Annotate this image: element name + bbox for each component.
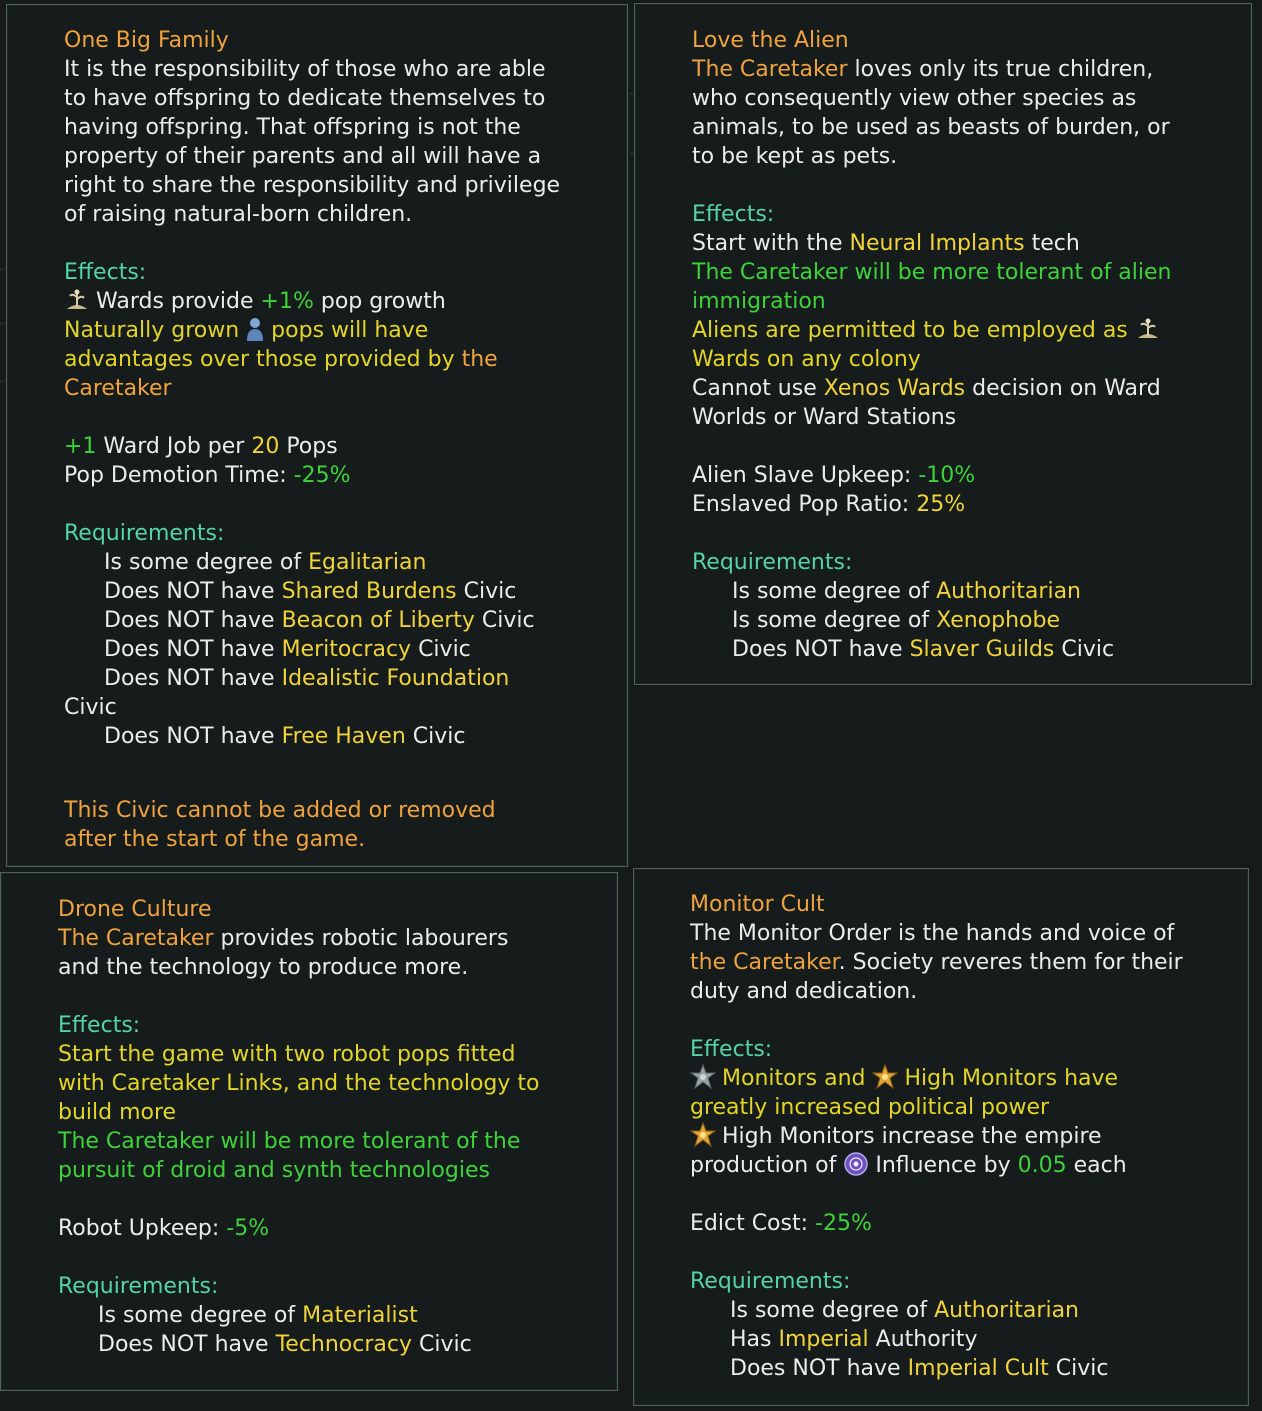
effect-line: build more — [58, 1100, 177, 1125]
influence-icon — [843, 1151, 869, 1177]
description-line: and the technology to produce more. — [58, 955, 469, 980]
modifier-line: +1 Ward Job per 20 Pops — [64, 434, 338, 459]
effect-line: Wards on any colony — [692, 347, 921, 372]
effect-line: greatly increased political power — [690, 1095, 1050, 1120]
description-line: animals, to be used as beasts of burden, or — [692, 115, 1170, 140]
effect-line: Aliens are permitted to be employed as — [692, 316, 1242, 345]
effects-header: Effects: — [692, 202, 775, 227]
monitor-icon — [690, 1064, 716, 1090]
effect-line: Naturally grown pops will have — [64, 318, 429, 343]
requirements-header: Requirements: — [692, 550, 853, 575]
warning-text: This Civic cannot be added or removed — [64, 798, 496, 823]
civic-title: One Big Family — [64, 28, 229, 53]
requirement-line: Is some degree of Materialist — [98, 1303, 418, 1328]
description-line: having offspring. That offspring is not the — [64, 115, 521, 140]
modifier-line: Pop Demotion Time: -25% — [64, 463, 351, 488]
civic-tooltip-love-the-alien — [634, 3, 1252, 685]
effect-line: Worlds or Ward Stations — [692, 405, 957, 430]
requirement-line: Does NOT have Beacon of Liberty Civic — [104, 608, 535, 633]
requirement-line: Is some degree of Xenophobe — [732, 608, 1061, 633]
requirement-line: Does NOT have Free Haven Civic — [104, 724, 466, 749]
requirement-line: Does NOT have Slaver Guilds Civic — [732, 637, 1115, 662]
civic-tooltip-monitor-cult — [633, 868, 1249, 1406]
effect-line: pursuit of droid and synth technologies — [58, 1158, 490, 1183]
warning-text: after the start of the game. — [64, 827, 366, 852]
effect-line: Wards provide +1% pop growth — [64, 287, 619, 316]
effects-header: Effects: — [64, 260, 147, 285]
modifier-line: Alien Slave Upkeep: -10% — [692, 463, 976, 488]
ward-job-icon — [64, 287, 90, 313]
effect-line: Start with the Neural Implants tech — [692, 231, 1080, 256]
effect-line: High Monitors increase the empire — [690, 1122, 1240, 1151]
modifier-line: Robot Upkeep: -5% — [58, 1216, 270, 1241]
requirements-header: Requirements: — [58, 1274, 219, 1299]
description-line: to have offspring to dedicate themselves to — [64, 86, 546, 111]
requirement-line: Does NOT have Idealistic Foundation — [104, 666, 510, 691]
description-line: The Caretaker loves only its true children, — [692, 57, 1154, 82]
pop-icon — [246, 316, 264, 342]
effects-header: Effects: — [58, 1013, 141, 1038]
civic-title: Monitor Cult — [690, 892, 825, 917]
description-line: The Monitor Order is the hands and voice of — [690, 921, 1175, 946]
description-line: property of their parents and all will have a — [64, 144, 542, 169]
description-line: who consequently view other species as — [692, 86, 1137, 111]
requirements-header: Requirements: — [690, 1269, 851, 1294]
requirement-line: Does NOT have Imperial Cult Civic — [730, 1356, 1109, 1381]
effect-line: Caretaker — [64, 376, 172, 401]
description-line: to be kept as pets. — [692, 144, 898, 169]
effect-line: advantages over those provided by the — [64, 347, 498, 372]
effect-line: production of Influence by 0.05 each — [690, 1153, 1127, 1178]
effect-line: The Caretaker will be more tolerant of alien — [692, 260, 1172, 285]
description-line: It is the responsibility of those who are able — [64, 57, 546, 82]
effect-line: The Caretaker will be more tolerant of the — [58, 1129, 521, 1154]
requirement-line: Is some degree of Egalitarian — [104, 550, 427, 575]
description-line: of raising natural-born children. — [64, 202, 413, 227]
description-line: the Caretaker. Society reveres them for their — [690, 950, 1183, 975]
ward-job-icon — [1135, 316, 1161, 342]
modifier-line: Enslaved Pop Ratio: 25% — [692, 492, 966, 517]
requirement-line: Does NOT have Meritocracy Civic — [104, 637, 471, 662]
effect-line: Start the game with two robot pops fitted — [58, 1042, 516, 1067]
description-line: The Caretaker provides robotic labourers — [58, 926, 509, 951]
effect-line: with Caretaker Links, and the technology to — [58, 1071, 540, 1096]
requirement-line: Is some degree of Authoritarian — [732, 579, 1081, 604]
requirement-line: Does NOT have Shared Burdens Civic — [104, 579, 517, 604]
high-monitor-icon — [690, 1122, 716, 1148]
high-monitor-icon — [872, 1064, 898, 1090]
civic-tooltip-one-big-family — [6, 4, 628, 867]
civic-tooltip-drone-culture — [0, 872, 618, 1391]
description-line: right to share the responsibility and privilege — [64, 173, 561, 198]
civic-title: Love the Alien — [692, 28, 849, 53]
effect-line: immigration — [692, 289, 826, 314]
requirement-wrap: Civic — [64, 695, 117, 720]
effect-line: Monitors and High Monitors have — [690, 1064, 1240, 1093]
modifier-line: Edict Cost: -25% — [690, 1211, 872, 1236]
effect-line: Cannot use Xenos Wards decision on Ward — [692, 376, 1161, 401]
requirements-header: Requirements: — [64, 521, 225, 546]
requirement-line: Is some degree of Authoritarian — [730, 1298, 1079, 1323]
effects-header: Effects: — [690, 1037, 773, 1062]
requirement-line: Does NOT have Technocracy Civic — [98, 1332, 472, 1357]
requirement-line: Has Imperial Authority — [730, 1327, 978, 1352]
civic-title: Drone Culture — [58, 897, 212, 922]
description-line: duty and dedication. — [690, 979, 918, 1004]
